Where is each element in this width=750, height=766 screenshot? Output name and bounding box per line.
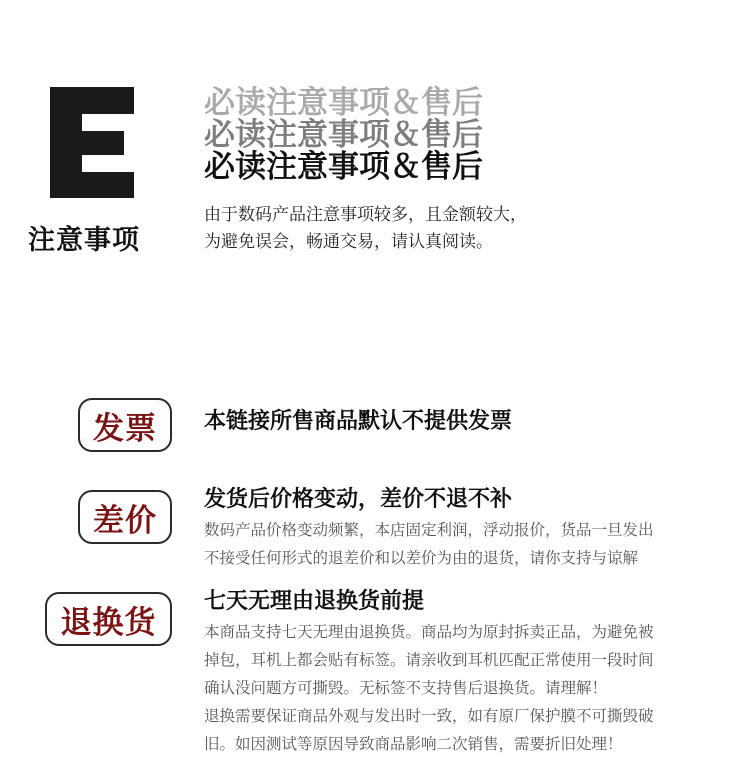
heading-line-dark: 必读注意事项＆售后	[204, 149, 483, 185]
notice-label: 注意事项	[28, 225, 140, 256]
section-body-price-difference	[204, 516, 724, 572]
body-line: 旧。如因测试等原因导致商品影响二次销售，需要折旧处理！	[204, 735, 623, 753]
big-letter-e-logo	[46, 82, 138, 198]
body-line: 掉包，耳机上都会贴有标签。请亲收到耳机匹配正常使用一段时间	[204, 651, 654, 669]
intro-text	[204, 202, 527, 256]
badge-price-difference: 差价	[78, 490, 172, 544]
section-title-price-difference: 发货后价格变动，差价不退不补	[204, 487, 513, 512]
intro-line: 为避免误会，畅通交易，请认真阅读。	[204, 232, 493, 252]
body-line: 本商品支持七天无理由退换货。商品均为原封拆卖正品，为避免被	[204, 623, 654, 641]
badge-invoice: 发票	[78, 398, 172, 452]
body-line: 数码产品价格变动频繁，本店固定利润，浮动报价，货品一旦发出	[204, 521, 654, 539]
heading-line-mid: 必读注意事项＆售后	[204, 117, 483, 153]
body-line: 确认没问题方可撕毁。无标签不支持售后退换货。请理解！	[204, 679, 608, 697]
body-line: 退换需要保证商品外观与发出时一致，如有原厂保护膜不可撕毁破	[204, 707, 654, 725]
section-title-invoice: 本链接所售商品默认不提供发票	[204, 409, 513, 434]
badge-return-exchange: 退换货	[45, 592, 172, 646]
body-line: 不接受任何形式的退差价和以差价为由的退货，请你支持与谅解	[204, 549, 639, 567]
heading-line-light: 必读注意事项＆售后	[204, 85, 483, 121]
section-title-return-exchange: 七天无理由退换货前提	[204, 589, 425, 614]
section-body-return-exchange	[204, 618, 724, 758]
intro-line: 由于数码产品注意事项较多，且金额较大，	[204, 205, 527, 225]
